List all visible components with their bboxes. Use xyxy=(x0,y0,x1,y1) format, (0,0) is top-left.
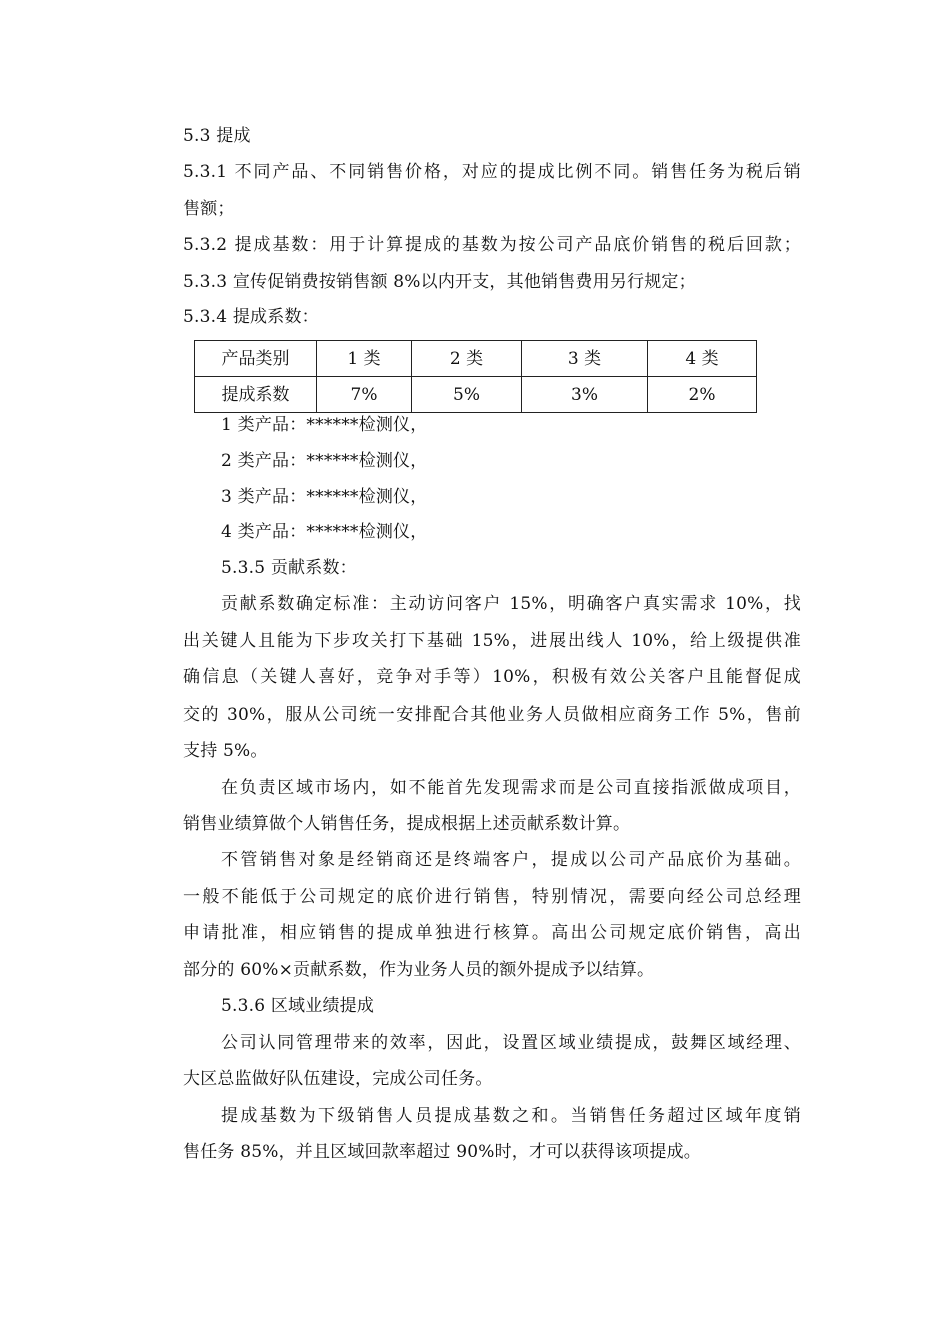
paragraph-5-3-1-line-2: 售额； xyxy=(183,199,235,219)
contribution-para3-line: 申请批准，相应销售的提成单独进行核算。高出公司规定底价销售，高出 xyxy=(183,923,801,943)
regional-para1-line: 公司认同管理带来的效率，因此，设置区域业绩提成，鼓舞区域经理、 xyxy=(221,1033,801,1053)
contribution-para2-line: 销售业绩算做个人销售任务，提成根据上述贡献系数计算。 xyxy=(183,814,631,834)
table-header-row xyxy=(195,341,757,377)
contribution-para1-line: 贡献系数确定标准：主动访问客户 15%，明确客户真实需求 10%，找 xyxy=(221,594,801,614)
contribution-para3-line: 不管销售对象是经销商还是终端客户，提成以公司产品底价为基础。 xyxy=(221,850,801,870)
table-cell: 4 类 xyxy=(648,341,757,377)
section-heading: 5.3 提成 xyxy=(183,126,251,146)
paragraph-5-3-1-line-1: 5.3.1 不同产品、不同销售价格，对应的提成比例不同。销售任务为税后销 xyxy=(183,162,801,182)
table-cell: 3% xyxy=(522,377,648,413)
regional-para2-line: 售任务 85%，并且区域回款率超过 90%时，才可以获得该项提成。 xyxy=(183,1142,701,1162)
contribution-para2-line: 在负责区域市场内，如不能首先发现需求而是公司直接指派做成项目， xyxy=(221,778,801,798)
table-cell: 7% xyxy=(317,377,412,413)
commission-coefficient-table xyxy=(194,340,757,413)
product-category-line: 4 类产品：******检测仪， xyxy=(221,522,428,542)
regional-heading: 5.3.6 区域业绩提成 xyxy=(221,996,375,1016)
contribution-para1-line: 支持 5%。 xyxy=(183,741,268,761)
paragraph-5-3-4: 5.3.4 提成系数： xyxy=(183,307,319,327)
contribution-para1-line: 交的 30%，服从公司统一安排配合其他业务人员做相应商务工作 5%，售前 xyxy=(183,705,801,725)
table-cell: 3 类 xyxy=(522,341,648,377)
regional-para1-line: 大区总监做好队伍建设，完成公司任务。 xyxy=(183,1069,493,1089)
contribution-para3-line: 一般不能低于公司规定的底价进行销售，特别情况，需要向经公司总经理 xyxy=(183,887,801,907)
product-category-line: 1 类产品：******检测仪， xyxy=(221,415,428,435)
contribution-heading: 5.3.5 贡献系数： xyxy=(221,558,357,578)
table-cell: 2 类 xyxy=(412,341,522,377)
contribution-para3-line: 部分的 60%×贡献系数，作为业务人员的额外提成予以结算。 xyxy=(183,960,655,980)
regional-para2-line: 提成基数为下级销售人员提成基数之和。当销售任务超过区域年度销 xyxy=(221,1106,801,1126)
table-cell: 1 类 xyxy=(317,341,412,377)
paragraph-5-3-2: 5.3.2 提成基数：用于计算提成的基数为按公司产品底价销售的税后回款； xyxy=(183,235,801,255)
product-category-line: 3 类产品：******检测仪， xyxy=(221,487,428,507)
table-cell: 5% xyxy=(412,377,522,413)
contribution-para1-line: 确信息（关键人喜好，竞争对手等）10%，积极有效公关客户且能督促成 xyxy=(183,667,801,687)
paragraph-5-3-3: 5.3.3 宣传促销费按销售额 8%以内开支，其他销售费用另行规定； xyxy=(183,272,696,292)
table-cell: 提成系数 xyxy=(195,377,317,413)
table-cell: 产品类别 xyxy=(195,341,317,377)
table-row xyxy=(195,377,757,413)
contribution-para1-line: 出关键人且能为下步攻关打下基础 15%，进展出线人 10%，给上级提供准 xyxy=(183,631,801,651)
product-category-line: 2 类产品：******检测仪， xyxy=(221,451,428,471)
table-cell: 2% xyxy=(648,377,757,413)
